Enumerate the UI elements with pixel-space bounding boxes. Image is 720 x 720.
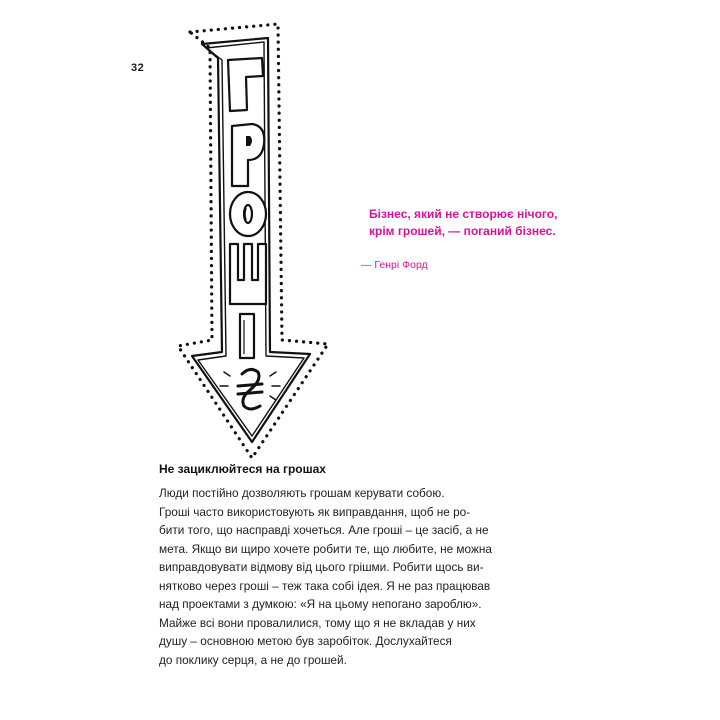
quote-author: — Генрі Форд [361, 259, 428, 271]
down-arrow-icon [170, 18, 350, 468]
letter-i [240, 314, 254, 358]
page-number: 32 [131, 62, 145, 74]
letter-er [232, 124, 264, 186]
section-heading: Не зациклюйтеся на грошах [159, 462, 326, 476]
letter-sha [230, 244, 266, 304]
letter-o [230, 192, 266, 236]
quote-text: Бізнес, який не створює нічого, крім грошей, — поганий бізнес. [369, 207, 558, 238]
section-body: Люди постійно дозволяють грошам керувати собою. Гроші часто використовують як виправдання, щоб не ро- бити того, що насправді хочеться. Але гроші – це засіб, а не мета. Якщо ви щиро хочете робити те, що любите, не можна виправдовувати відмову від цього грішми. Робити щось ви- нятково через гроші – теж така собі ідея. Я не раз працював над проектами з думкою: «Я на цьому непогано зароблю». Майже всі вони провалилися, тому що я не вкладав у них душу – основною метою був заробіток. Дослухайтеся до поклику серця, а не до грошей. [159, 486, 492, 667]
letter-ge [228, 58, 263, 111]
